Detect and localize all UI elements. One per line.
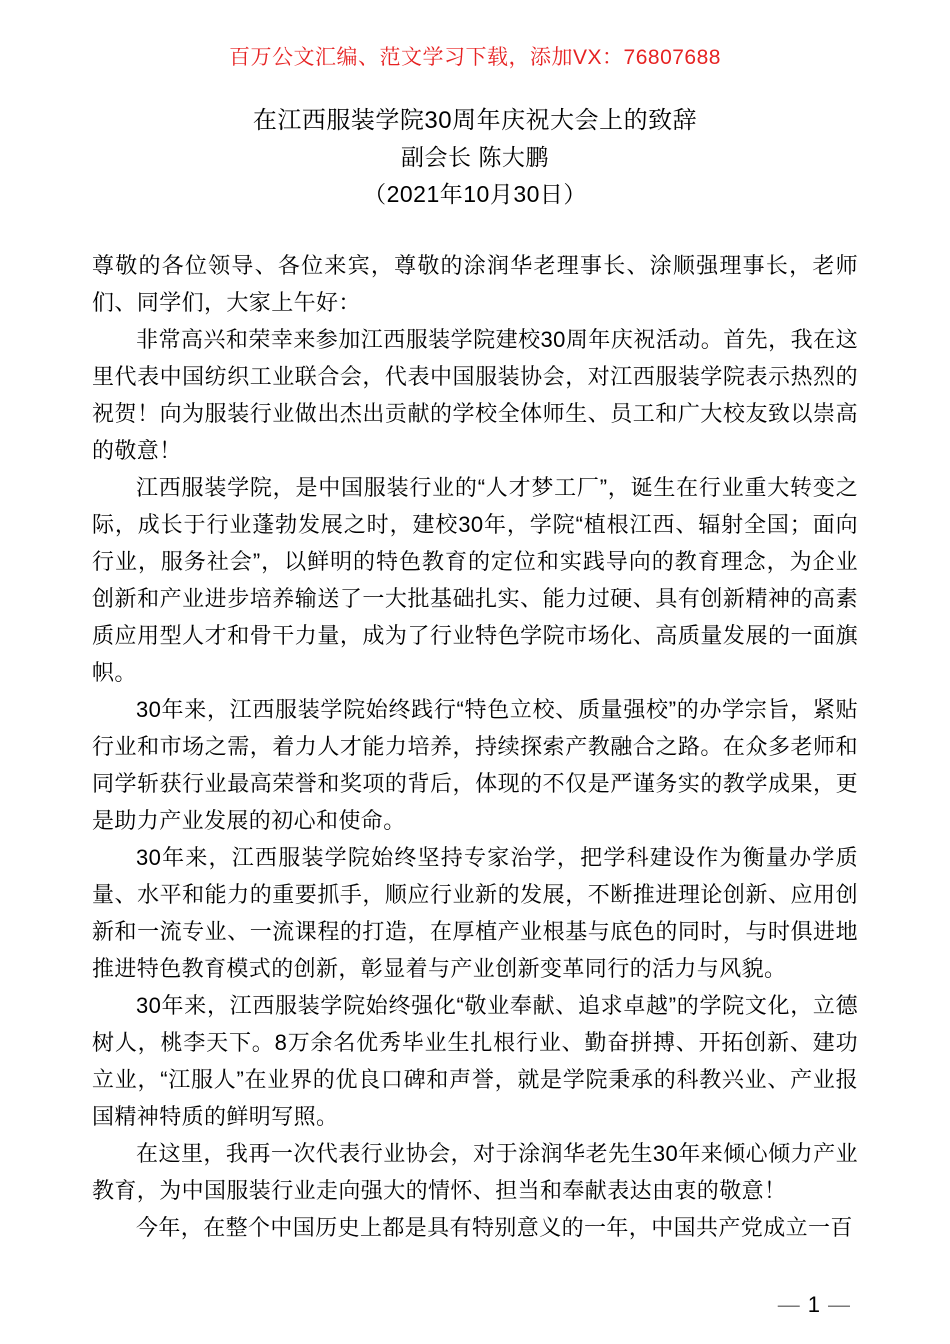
page-title: 在江西服装学院30周年庆祝大会上的致辞 [252,107,698,134]
page-number [770,1292,858,1318]
paragraph-30years-discipline: 30年来，江西服装学院始终坚持专家治学，把学科建设作为衡量办学质量、水平和能力的重要抓手，顺应行业新的发展，不断推进理论创新、应用创新和一流专业、一流课程的打造，在厚植产业根基与底色的同时，与时俱进地推进特色教育模式的创新，彰显着与产业创新变革同行的活力与风貌。 [92,845,858,981]
paragraph-30years-culture: 30年来，江西服装学院始终强化“敬业奉献、追求卓越”的学院文化，立德树人，桃李天下。8万余名优秀毕业生扎根行业、勤奋拼搏、开拓创新、建功立业，“江服人”在业界的优良口碑和声誉，就是学院秉承的科教兴业、产业报国精神特质的鲜明写照。 [92,993,858,1129]
paragraph-salutation: 尊敬的各位领导、各位来宾，尊敬的涂润华老理事长、涂顺强理事长，老师们、同学们，大家上午好： [92,253,858,315]
document-body [0,247,950,1246]
page-number-dash-left: — [777,1292,800,1317]
title-block [0,102,950,213]
promo-banner-text: 百万公文汇编、范文学习下载，添加VX：76807688 [229,46,721,69]
page-number-value: 1 [807,1292,820,1317]
paragraph-30years-practice: 30年来，江西服装学院始终践行“特色立校、质量强校”的办学宗旨，紧贴行业和市场之需，着力人才能力培养，持续探索产教融合之路。在众多老师和同学斩获行业最高荣誉和奖项的背后，体现的不仅是严谨务实的教学成果，更是助力产业发展的初心和使命。 [92,697,858,833]
paragraph-tribute: 在这里，我再一次代表行业协会，对于涂润华老先生30年来倾心倾力产业教育，为中国服装行业走向强大的情怀、担当和奉献表达由衷的敬意！ [92,1141,858,1203]
paragraph-opening: 非常高兴和荣幸来参加江西服装学院建校30周年庆祝活动。首先，我在这里代表中国纺织工业联合会，代表中国服装协会，对江西服装学院表示热烈的祝贺！向为服装行业做出杰出贡献的学校全体师生、员工和广大校友致以崇高的敬意！ [92,327,858,463]
doc-date: （2021年10月30日） [363,181,587,207]
paragraph-college-intro: 江西服装学院，是中国服装行业的“人才梦工厂”，诞生在行业重大转变之际，成长于行业蓬勃发展之时，建校30年，学院“植根江西、辐射全国；面向行业，服务社会”，以鲜明的特色教育的定位和实践导向的教育理念，为企业创新和产业进步培养输送了一大批基础扎实、能力过硬、具有创新精神的高素质应用型人才和骨干力量，成为了行业特色学院市场化、高质量发展的一面旗帜。 [92,475,858,685]
doc-author: 副会长 陈大鹏 [401,144,549,170]
page-number-dash-right: — [828,1292,850,1317]
paragraph-this-year: 今年，在整个中国历史上都是具有特别意义的一年，中国共产党成立一百 [136,1215,853,1240]
